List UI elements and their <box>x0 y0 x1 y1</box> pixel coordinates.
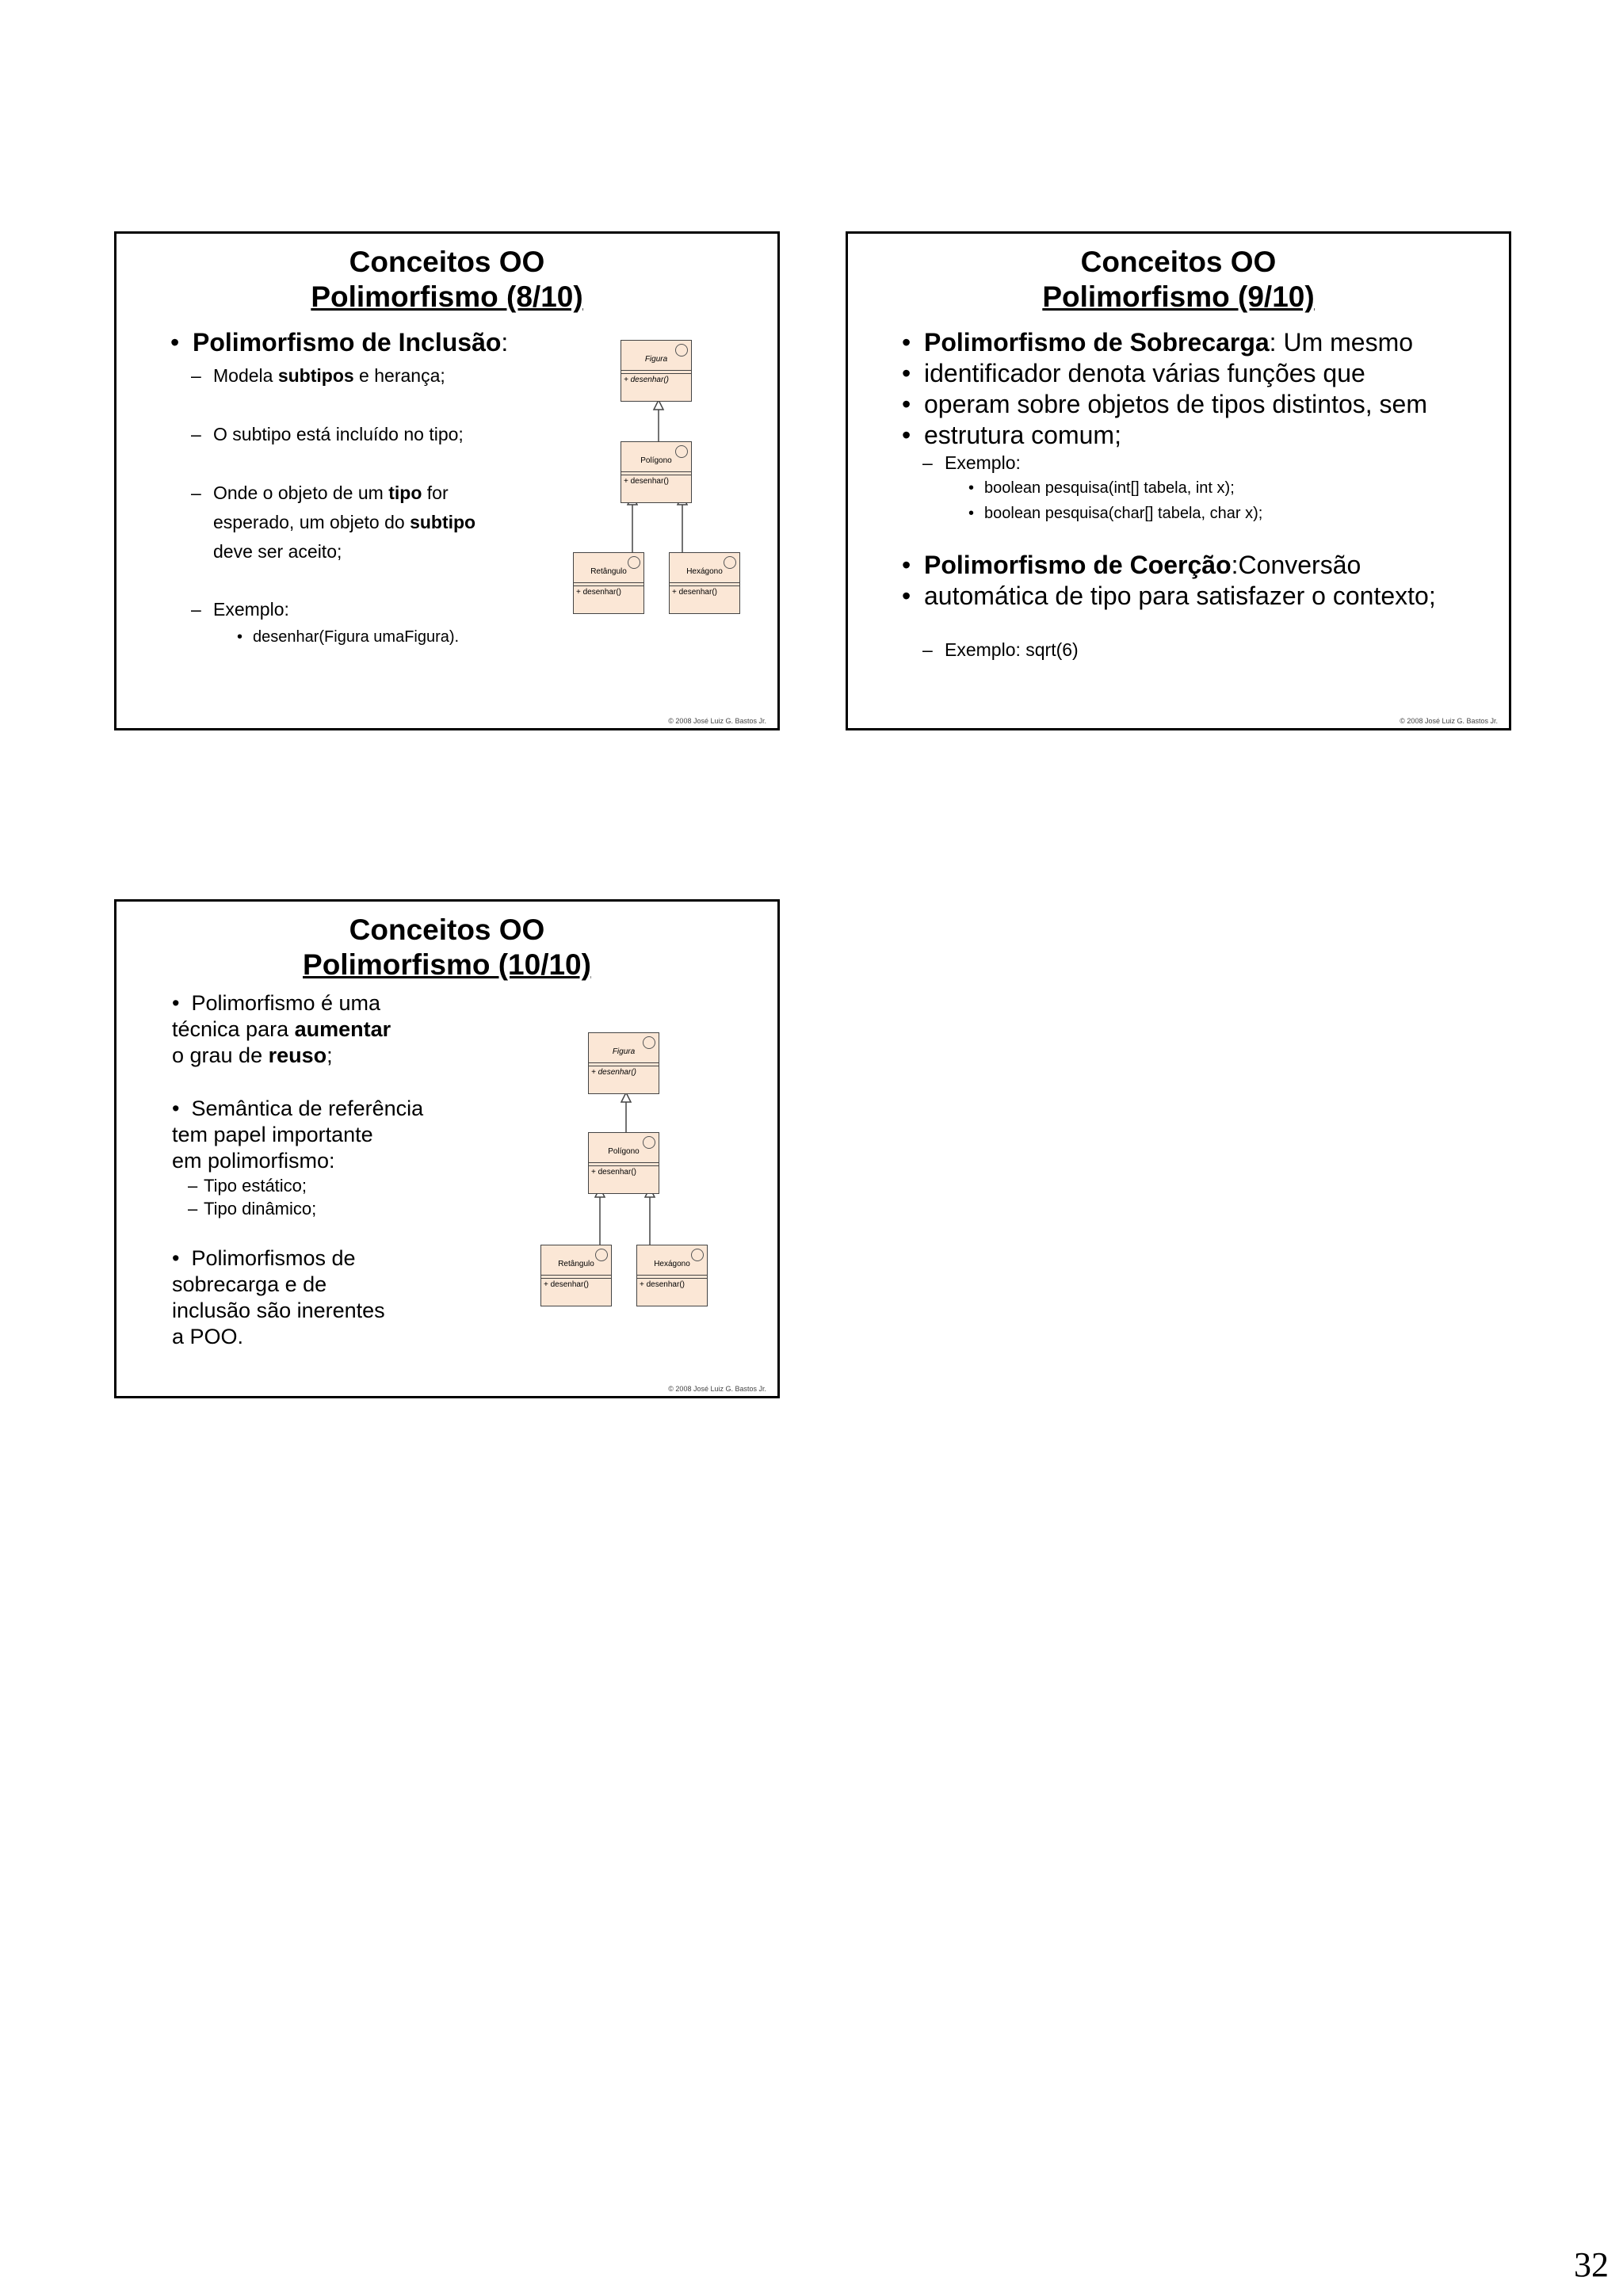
sub-bullet-cont: deve ser aceito; <box>213 541 342 562</box>
uml-class-poligono: Polígono + desenhar() <box>621 441 692 503</box>
bullet-cont: • automática de tipo para satisfazer o contexto; <box>899 581 1501 612</box>
class-icon <box>724 556 736 569</box>
slide-footer: © 2008 José Luiz G. Bastos Jr. <box>1400 717 1498 725</box>
bullet-cont: • operam sobre objetos de tipos distintos, sem <box>899 389 1501 420</box>
slide-subtitle: Polimorfismo (10/10) <box>303 948 591 981</box>
sub-bullet-cont: esperado, um objeto do subtipo <box>213 512 476 532</box>
class-icon <box>675 445 688 458</box>
sub-bullet: – O subtipo está incluído no tipo; <box>167 420 579 449</box>
slide-title: Conceitos OO Polimorfismo (10/10) <box>116 913 777 982</box>
bullet: • Polimorfismo de Inclusão: <box>167 327 579 358</box>
sub-bullet: – Modela subtipos e herança; <box>167 361 579 391</box>
bullet-cont: • identificador denota várias funções que <box>899 358 1501 389</box>
uml-class-retangulo: Retângulo + desenhar() <box>540 1245 612 1306</box>
uml-class-diagram <box>573 340 763 609</box>
sub-bullet: – Tipo estático; <box>188 1176 307 1196</box>
bullet: • Polimorfismo de Coerção:Conversão <box>899 550 1501 581</box>
slide-footer: © 2008 José Luiz G. Bastos Jr. <box>668 1385 766 1393</box>
class-icon <box>643 1136 655 1149</box>
slide-subtitle: Polimorfismo (8/10) <box>311 280 583 313</box>
slide-body <box>167 327 579 650</box>
uml-class-figura: Figura + desenhar() <box>621 340 692 402</box>
slide-8 <box>114 231 780 730</box>
sub-sub-bullet: • boolean pesquisa(int[] tabela, int x); <box>899 475 1501 501</box>
uml-class-hexagono: Hexágono + desenhar() <box>669 552 740 614</box>
uml-class-figura: Figura + desenhar() <box>588 1032 659 1094</box>
uml-class-hexagono: Hexágono + desenhar() <box>636 1245 708 1306</box>
bullet: • Semântica de referência <box>172 1097 424 1120</box>
sub-bullet: – Exemplo: <box>167 595 579 624</box>
sub-bullet: – Onde o objeto de um tipo for <box>167 479 579 508</box>
class-icon <box>643 1036 655 1049</box>
sub-sub-bullet: • desenhar(Figura umaFigura). <box>167 624 579 650</box>
class-icon <box>628 556 640 569</box>
uml-class-retangulo: Retângulo + desenhar() <box>573 552 644 614</box>
bullet: • Polimorfismo é uma <box>172 991 381 1015</box>
sub-bullet: – Exemplo: <box>899 451 1501 475</box>
class-icon <box>595 1249 608 1261</box>
page-number: 32 <box>1574 2245 1609 2284</box>
sub-bullet: – Exemplo: sqrt(6) <box>899 635 1501 665</box>
bullet: • Polimorfismos de <box>172 1246 356 1270</box>
bullet: • Polimorfismo de Sobrecarga: Um mesmo <box>899 327 1501 358</box>
slide-title: Conceitos OO Polimorfismo (8/10) <box>116 245 777 315</box>
slide-9 <box>846 231 1511 730</box>
slide-10 <box>114 899 780 1398</box>
slide-body <box>899 327 1501 665</box>
uml-class-poligono: Polígono + desenhar() <box>588 1132 659 1194</box>
slide-body: • Polimorfismo é uma técnica para aumentar o grau de reuso; • Semântica de referência tem papel importante em polimorfismo: – Tipo estático; – Tipo dinâmico; • Polimorfismos de sobrecarga e de inclusão são inerentes a POO. <box>172 990 489 1350</box>
bullet-cont: • estrutura comum; <box>899 420 1501 451</box>
slide-title: Conceitos OO Polimorfismo (9/10) <box>848 245 1509 315</box>
uml-class-diagram <box>540 1032 731 1302</box>
class-icon <box>675 344 688 357</box>
sub-bullet: – Tipo dinâmico; <box>188 1199 317 1219</box>
slide-footer: © 2008 José Luiz G. Bastos Jr. <box>668 717 766 725</box>
sub-sub-bullet: • boolean pesquisa(char[] tabela, char x); <box>899 501 1501 526</box>
class-icon <box>691 1249 704 1261</box>
slide-subtitle: Polimorfismo (9/10) <box>1042 280 1315 313</box>
